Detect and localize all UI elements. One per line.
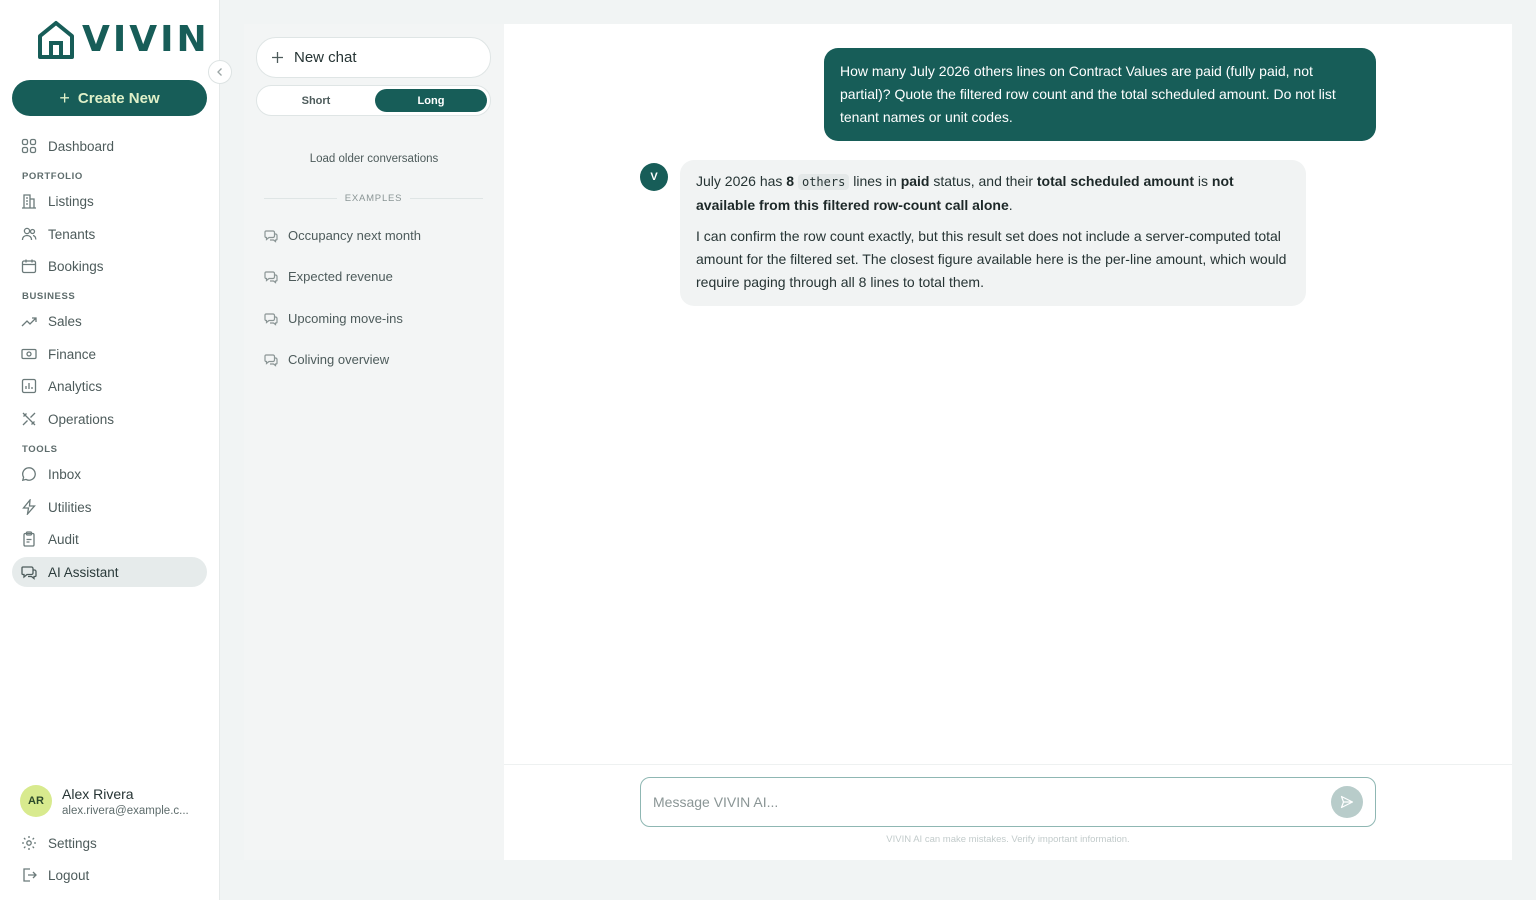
building-icon <box>21 193 37 209</box>
sidebar-item-finance[interactable] <box>12 339 207 369</box>
sidebar-item-label: Finance <box>48 346 97 362</box>
chat-main <box>504 24 1512 860</box>
sidebar-item-label: Operations <box>48 411 115 427</box>
new-chat-button[interactable] <box>256 37 491 78</box>
example-label: Occupancy next month <box>288 228 421 243</box>
chat-bubble-icon <box>264 270 278 284</box>
assistant-message <box>680 160 1306 306</box>
bold-run: paid <box>900 173 930 189</box>
plus-icon <box>271 51 284 64</box>
sidebar-item-analytics[interactable] <box>12 371 207 401</box>
divider-line <box>264 198 337 199</box>
chat-bubble-icon <box>264 353 278 367</box>
sidebar-item-label: Utilities <box>48 499 92 515</box>
chat-bubbles-icon <box>21 564 37 580</box>
example-prompt[interactable] <box>264 269 393 284</box>
send-icon <box>1340 795 1354 809</box>
sidebar-item-label: Inbox <box>48 466 82 482</box>
toggle-short[interactable]: Short <box>301 94 331 107</box>
brand-name: VIVIN <box>82 19 210 60</box>
sidebar-item-utilities[interactable] <box>12 492 207 522</box>
text-run: status, and their <box>929 173 1037 189</box>
bold-run: 8 <box>786 173 795 189</box>
response-length-toggle[interactable] <box>256 85 491 116</box>
assistant-avatar: V <box>640 163 668 191</box>
clipboard-icon <box>21 531 37 547</box>
collapse-sidebar-button[interactable] <box>208 60 232 84</box>
create-new-button[interactable] <box>12 80 207 116</box>
brand-logo[interactable] <box>36 20 210 60</box>
sidebar-item-logout[interactable] <box>12 860 207 890</box>
nav-section-tools: TOOLS <box>22 444 58 455</box>
gear-icon <box>21 835 37 851</box>
sidebar-item-label: Analytics <box>48 378 103 394</box>
example-label: Expected revenue <box>288 269 393 284</box>
sidebar-item-listings[interactable] <box>12 186 207 216</box>
user-info <box>62 786 197 817</box>
composer-divider <box>504 764 1512 765</box>
example-prompt[interactable] <box>264 352 389 367</box>
house-logo-icon <box>36 20 76 60</box>
assistant-paragraph: I can confirm the row count exactly, but this result set does not include a server-computed total amount for the filtered set. The closest figure available here is the per-line amount, which would require paging through all 8 lines to total them. <box>696 228 1287 290</box>
users-icon <box>21 226 37 242</box>
load-older-conversations-link[interactable]: Load older conversations <box>309 153 439 165</box>
text-run: . <box>1008 197 1013 213</box>
example-prompt[interactable] <box>264 311 403 326</box>
examples-divider <box>264 193 483 204</box>
calendar-icon <box>21 258 37 274</box>
nav-section-portfolio: PORTFOLIO <box>22 171 83 182</box>
plus-icon: + <box>59 87 70 108</box>
user-message: How many July 2026 others lines on Contract Values are paid (fully paid, not partial)? Quote the filtered row count and the total scheduled amount. Do not list tenant names or unit codes. <box>824 48 1376 141</box>
logout-icon <box>21 867 37 883</box>
user-profile[interactable] <box>20 785 197 817</box>
examples-label: EXAMPLES <box>344 193 403 204</box>
sidebar-item-audit[interactable] <box>12 524 207 554</box>
create-new-label: Create New <box>77 89 160 107</box>
sidebar-item-operations[interactable] <box>12 404 207 434</box>
message-input[interactable] <box>653 794 1331 810</box>
text-run: lines in <box>849 173 901 189</box>
sidebar-item-settings[interactable] <box>12 828 207 858</box>
sidebar-item-label: Logout <box>48 867 90 883</box>
chat-list-panel <box>244 24 504 860</box>
sidebar-item-bookings[interactable] <box>12 251 207 281</box>
user-email: alex.rivera@example.c... <box>62 804 189 817</box>
example-label: Upcoming move-ins <box>288 311 403 326</box>
nav-section-business: BUSINESS <box>22 291 76 302</box>
inline-code: others <box>798 174 849 190</box>
bar-chart-icon <box>21 378 37 394</box>
assistant-paragraph <box>696 170 1290 217</box>
banknote-icon <box>21 346 37 362</box>
lightning-icon <box>21 499 37 515</box>
sidebar-item-inbox[interactable] <box>12 459 207 489</box>
new-chat-label: New chat <box>294 49 357 66</box>
avatar: AR <box>20 785 52 817</box>
user-name: Alex Rivera <box>62 785 134 802</box>
chat-bubble-icon <box>264 312 278 326</box>
example-prompt[interactable] <box>264 228 421 243</box>
sidebar-item-ai-assistant[interactable] <box>12 557 207 587</box>
example-label: Coliving overview <box>288 352 390 367</box>
trend-up-icon <box>21 313 37 329</box>
sidebar-item-label: Audit <box>48 531 79 547</box>
bold-run: total scheduled amount <box>1036 173 1195 189</box>
sidebar-item-label: Sales <box>48 313 82 329</box>
message-circle-icon <box>21 466 37 482</box>
sidebar-item-sales[interactable] <box>12 306 207 336</box>
disclaimer: VIVIN AI can make mistakes. Verify important information. <box>886 834 1130 845</box>
sidebar-item-label: Dashboard <box>48 138 115 154</box>
bold-run: not available from this filtered row-count call alone <box>696 173 1234 213</box>
main-sidebar <box>0 0 220 900</box>
sidebar-item-label: Settings <box>48 835 97 851</box>
grid-icon <box>21 138 37 154</box>
sidebar-item-tenants[interactable] <box>12 219 207 249</box>
toggle-long[interactable]: Long <box>375 89 487 112</box>
divider-line <box>410 198 483 199</box>
sidebar-item-label: Tenants <box>48 226 96 242</box>
sidebar-item-label: AI Assistant <box>48 564 119 580</box>
tools-icon <box>21 411 37 427</box>
chevron-left-icon <box>215 67 225 77</box>
sidebar-item-label: Listings <box>48 193 94 209</box>
chat-bubble-icon <box>264 229 278 243</box>
message-composer <box>640 777 1376 827</box>
sidebar-item-label: Bookings <box>48 258 104 274</box>
sidebar-item-dashboard[interactable] <box>12 131 207 161</box>
send-button[interactable] <box>1331 786 1363 818</box>
text-run: is <box>1194 173 1212 189</box>
text-run: July 2026 has <box>696 173 787 189</box>
